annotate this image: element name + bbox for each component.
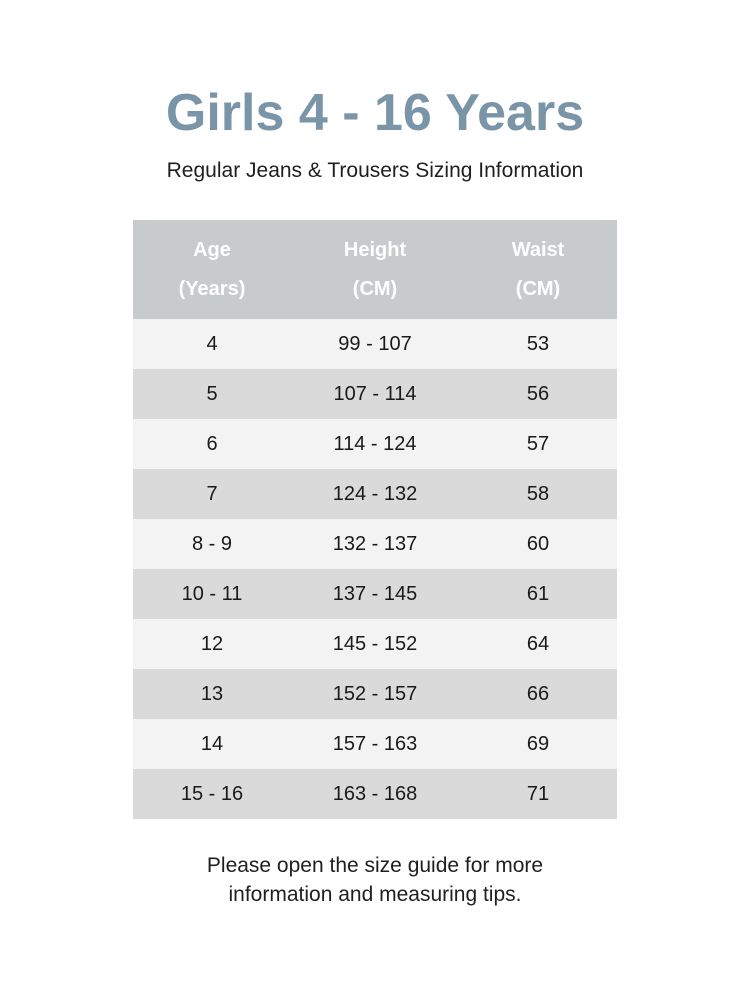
height-cell: 124 - 132 xyxy=(291,469,459,519)
waist-cell: 58 xyxy=(459,469,617,519)
height-cell: 145 - 152 xyxy=(291,619,459,669)
column-header-line: (CM) xyxy=(352,277,398,300)
size-guide-note-line: Please open the size guide for more xyxy=(206,854,544,877)
age-cell: 8 - 9 xyxy=(133,519,291,569)
table-row xyxy=(133,719,617,769)
age-cell: 14 xyxy=(133,719,291,769)
waist-cell: 53 xyxy=(459,319,617,369)
size-guide-note-line: information and measuring tips. xyxy=(228,883,522,906)
waist-cell: 69 xyxy=(459,719,617,769)
height-cell: 157 - 163 xyxy=(291,719,459,769)
table-header-row xyxy=(133,220,617,319)
height-cell: 99 - 107 xyxy=(291,319,459,369)
waist-cell: 60 xyxy=(459,519,617,569)
size-chart-table xyxy=(133,220,617,819)
column-header-line: (Years) xyxy=(178,277,246,300)
age-cell: 4 xyxy=(133,319,291,369)
age-cell: 15 - 16 xyxy=(133,769,291,819)
table-row xyxy=(133,419,617,469)
table-row xyxy=(133,619,617,669)
table-row xyxy=(133,319,617,369)
table-row xyxy=(133,519,617,569)
height-cell: 137 - 145 xyxy=(291,569,459,619)
height-cell: 163 - 168 xyxy=(291,769,459,819)
age-cell: 10 - 11 xyxy=(133,569,291,619)
table-row xyxy=(133,369,617,419)
table-row xyxy=(133,469,617,519)
age-cell: 6 xyxy=(133,419,291,469)
size-guide-note xyxy=(0,851,750,909)
column-header-line: Age xyxy=(193,238,231,261)
page-subtitle: Regular Jeans & Trousers Sizing Information xyxy=(166,159,584,182)
column-header-height xyxy=(291,220,459,319)
column-header-age xyxy=(133,220,291,319)
page-title: Girls 4 - 16 Years xyxy=(165,84,585,142)
waist-cell: 71 xyxy=(459,769,617,819)
waist-cell: 66 xyxy=(459,669,617,719)
table-row xyxy=(133,569,617,619)
age-cell: 7 xyxy=(133,469,291,519)
height-cell: 107 - 114 xyxy=(291,369,459,419)
waist-cell: 61 xyxy=(459,569,617,619)
column-header-line: Waist xyxy=(511,238,565,261)
age-cell: 12 xyxy=(133,619,291,669)
column-header-line: Height xyxy=(343,238,407,261)
table-row xyxy=(133,769,617,819)
height-cell: 132 - 137 xyxy=(291,519,459,569)
column-header-waist xyxy=(459,220,617,319)
height-cell: 114 - 124 xyxy=(291,419,459,469)
column-header-line: (CM) xyxy=(515,277,561,300)
waist-cell: 56 xyxy=(459,369,617,419)
height-cell: 152 - 157 xyxy=(291,669,459,719)
waist-cell: 64 xyxy=(459,619,617,669)
table-row xyxy=(133,669,617,719)
waist-cell: 57 xyxy=(459,419,617,469)
age-cell: 13 xyxy=(133,669,291,719)
age-cell: 5 xyxy=(133,369,291,419)
